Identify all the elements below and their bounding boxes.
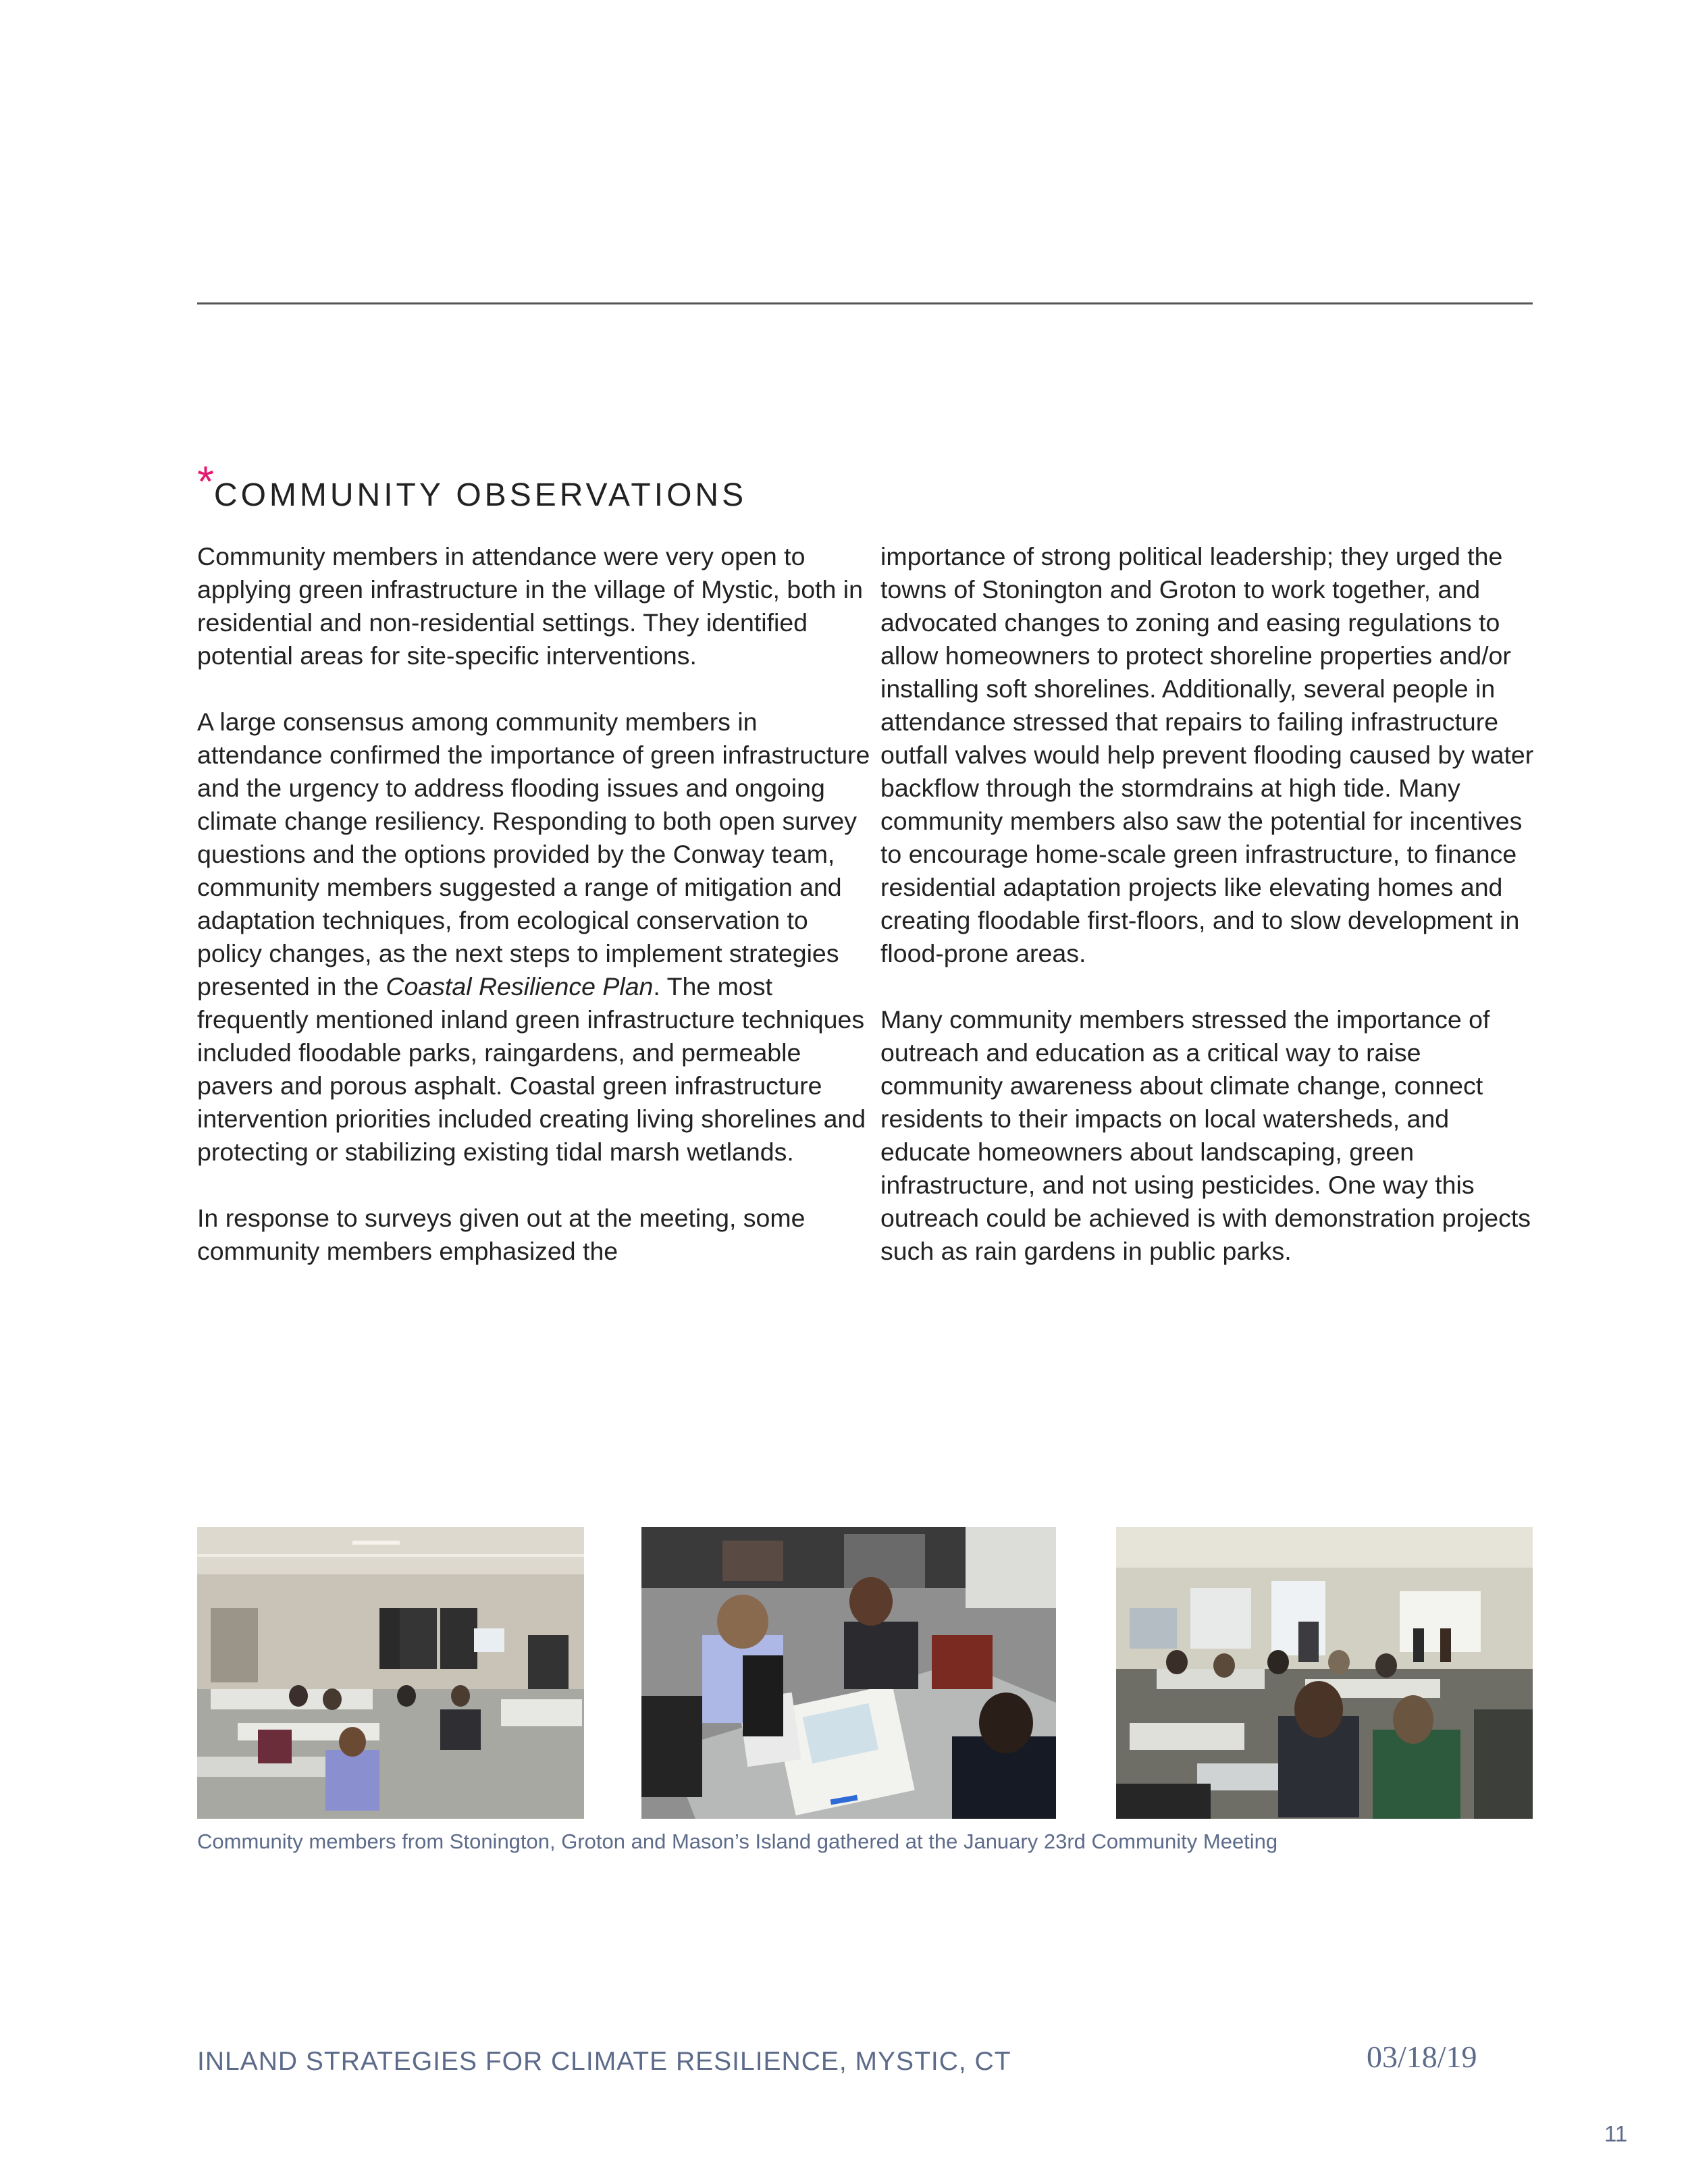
footer-date: 03/18/19 xyxy=(1367,2040,1477,2074)
paragraph: Community members in attendance were very open to applying green infrastructure in the village of Mystic, both in residential and non-residential settings. They identified potential areas for site-specific interventions. xyxy=(197,542,863,670)
paragraph xyxy=(197,705,872,1169)
body-column-right xyxy=(880,540,1542,1268)
asterisk-icon: * xyxy=(197,457,214,506)
photo-caption: Community members from Stonington, Groton and Mason’s Island gathered at the January 23rd Community Meeting xyxy=(197,1830,1278,1853)
section-title: COMMUNITY OBSERVATIONS xyxy=(213,477,747,513)
meeting-photo-1 xyxy=(197,1527,584,1819)
plan-title: Coastal Resilience Plan xyxy=(386,972,654,1001)
paragraph-text: A large consensus among community members in attendance confirmed the importance of green infrastructure and the urgency to address flooding issues and ongoing climate change resiliency. Responding to both open survey questions and the options provided by the Conway team, community members suggested a range of mitigation and adaptation techniques, from ecological conservation to policy changes, as the next steps to implement strategies presented in the xyxy=(197,708,870,1001)
meeting-photo-3 xyxy=(1116,1527,1533,1819)
paragraph: Many community members stressed the importance of outreach and education as a critical way to raise community awareness about climate change, connect residents to their impacts on local watersheds, and educate homeowners about landscaping, green infrastructure, and not using pesticides. One way this outreach could be achieved is with demonstration projects such as rain gardens in public parks. xyxy=(880,1005,1531,1265)
footer-title: INLAND STRATEGIES FOR CLIMATE RESILIENCE, MYSTIC, CT xyxy=(197,2047,1011,2076)
header-divider xyxy=(197,302,1533,304)
paragraph: In response to surveys given out at the meeting, some community members emphasized the xyxy=(197,1204,806,1265)
section-heading xyxy=(197,457,747,516)
paragraph: importance of strong political leadership; they urged the towns of Stonington and Groton to work together, and advocated changes to zoning and easing regulations to allow homeowners to protect shoreline properties and/or installing soft shorelines. Additionally, several people in attendance stressed that repairs to failing infrastructure outfall valves would help prevent flooding caused by water backflow through the stormdrains at high tide. Many community members also saw the potential for incentives to encourage home-scale green infrastructure, to finance residential adaptation projects like elevating homes and creating floodable first-floors, and to slow development in flood-prone areas. xyxy=(880,542,1534,967)
page-number: 11 xyxy=(1604,2121,1628,2146)
paragraph-text: . The most frequently mentioned inland green infrastructure techniques included floodable parks, raingardens, and permeable pavers and porous asphalt. Coastal green infrastructure intervention priorities included creating living shorelines and protecting or stabilizing existing tidal marsh wetlands. xyxy=(197,972,866,1166)
body-column-left xyxy=(197,540,872,1268)
meeting-photo-2 xyxy=(641,1527,1056,1819)
